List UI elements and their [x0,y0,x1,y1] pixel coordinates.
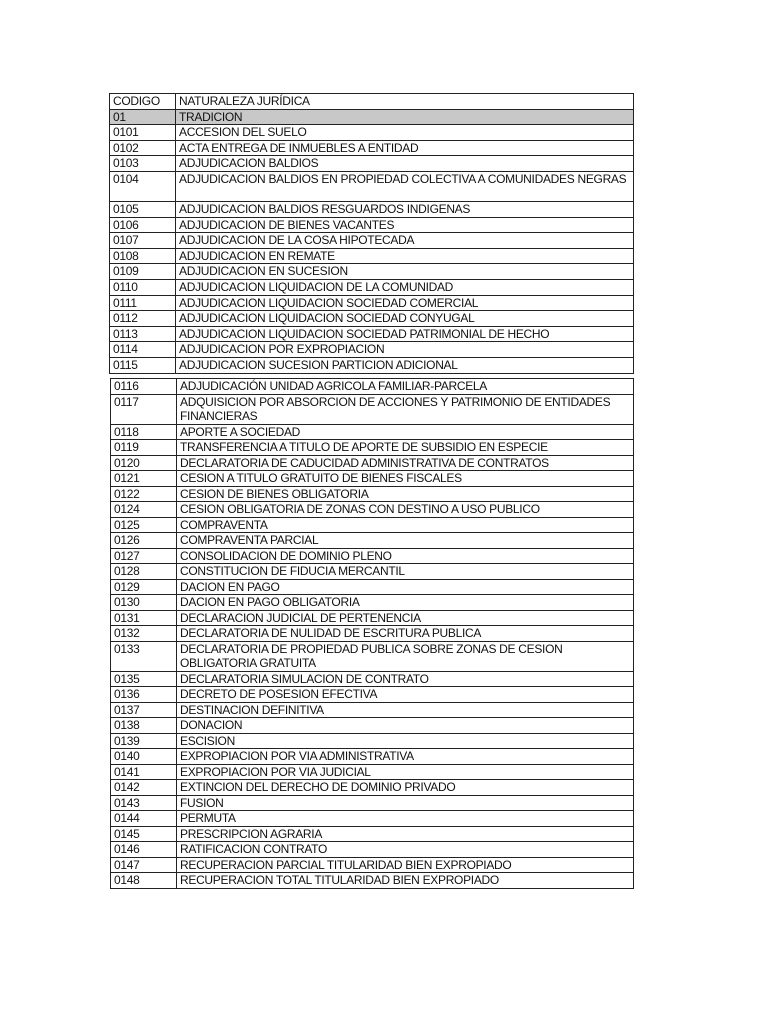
table-row [111,873,634,889]
name-cell: RECUPERACION PARCIAL TITULARIDAD BIEN EXPROPIADO [177,857,634,873]
code-cell: 0111 [110,295,176,311]
table-header-row [110,94,634,110]
table-row [111,733,634,749]
table-row [110,140,634,156]
name-cell: ADJUDICACION EN REMATE [176,248,634,264]
table-row [110,171,634,201]
code-cell: 0135 [111,671,177,687]
name-cell: DESTINACION DEFINITIVA [177,702,634,718]
name-cell: RECUPERACION TOTAL TITULARIDAD BIEN EXPROPIADO [177,873,634,889]
name-cell: EXTINCION DEL DERECHO DE DOMINIO PRIVADO [177,780,634,796]
name-cell: ACCESION DEL SUELO [176,125,634,141]
code-cell: 0104 [110,171,176,201]
table-row [111,764,634,780]
name-cell: ADJUDICACION EN SUCESION [176,264,634,280]
code-cell: 0139 [111,733,177,749]
section-row [110,109,634,125]
name-cell: ADJUDICACION POR EXPROPIACION [176,342,634,358]
name-cell: DECLARACION JUDICIAL DE PERTENENCIA [177,610,634,626]
code-cell: 0122 [111,486,177,502]
table-row [111,749,634,765]
name-cell: COMPRAVENTA [177,517,634,533]
name-cell: ADJUDICACION LIQUIDACION SOCIEDAD COMERCIAL [176,295,634,311]
code-cell: 0103 [110,156,176,172]
name-cell: CESION DE BIENES OBLIGATORIA [177,486,634,502]
code-cell: 0138 [111,718,177,734]
table-row [111,533,634,549]
table-row [111,471,634,487]
name-cell: DECLARATORIA DE NULIDAD DE ESCRITURA PUBLICA [177,626,634,642]
code-cell: 0110 [110,279,176,295]
table-row [111,811,634,827]
table-row [111,455,634,471]
code-cell: 0106 [110,217,176,233]
table-row [111,579,634,595]
name-cell: ADJUDICACION LIQUIDACION SOCIEDAD CONYUGAL [176,311,634,327]
code-cell: 0137 [111,702,177,718]
code-cell: 0129 [111,579,177,595]
header-code-cell: CODIGO [110,94,176,110]
name-cell: DECLARATORIA SIMULACION DE CONTRATO [177,671,634,687]
code-cell: 0121 [111,471,177,487]
code-cell: 0102 [110,140,176,156]
table-row [110,217,634,233]
name-cell: DONACION [177,718,634,734]
table-row [111,440,634,456]
name-cell: EXPROPIACION POR VIA JUDICIAL [177,764,634,780]
table-row [110,326,634,342]
name-cell: ADJUDICACION LIQUIDACION DE LA COMUNIDAD [176,279,634,295]
name-cell: CESION OBLIGATORIA DE ZONAS CON DESTINO A USO PUBLICO [177,502,634,518]
name-cell: TRANSFERENCIA A TITULO DE APORTE DE SUBSIDIO EN ESPECIE [177,440,634,456]
table-row [111,517,634,533]
code-cell: 0105 [110,201,176,217]
name-cell: COMPRAVENTA PARCIAL [177,533,634,549]
name-cell: PRESCRIPCION AGRARIA [177,826,634,842]
name-cell: ADJUDICACION BALDIOS [176,156,634,172]
code-cell: 0141 [111,764,177,780]
code-cell: 0146 [111,842,177,858]
table-row [111,424,634,440]
name-cell: FUSION [177,795,634,811]
name-cell: DACION EN PAGO [177,579,634,595]
header-name-cell: NATURALEZA JURÍDICA [176,94,634,110]
name-cell: ADJUDICACION BALDIOS RESGUARDOS INDIGENAS [176,201,634,217]
name-cell: PERMUTA [177,811,634,827]
code-cell: 0145 [111,826,177,842]
table-row [111,564,634,580]
code-cell: 0130 [111,595,177,611]
table-row [110,279,634,295]
table-row [111,610,634,626]
code-cell: 0144 [111,811,177,827]
table-row [110,233,634,249]
table-row [111,595,634,611]
code-cell: 0120 [111,455,177,471]
name-cell: CESION A TITULO GRATUITO DE BIENES FISCALES [177,471,634,487]
name-cell: DECLARATORIA DE CADUCIDAD ADMINISTRATIVA DE CONTRATOS [177,455,634,471]
code-cell: 0132 [111,626,177,642]
code-cell: 0119 [111,440,177,456]
code-cell: 0118 [111,424,177,440]
name-cell: ADQUISICION POR ABSORCION DE ACCIONES Y PATRIMONIO DE ENTIDADES FINANCIERAS [177,394,634,424]
code-cell: 0116 [111,379,177,395]
table-row [110,248,634,264]
table-row [111,842,634,858]
name-cell: ADJUDICACION LIQUIDACION SOCIEDAD PATRIMONIAL DE HECHO [176,326,634,342]
code-cell: 0140 [111,749,177,765]
name-cell: ADJUDICACION BALDIOS EN PROPIEDAD COLECTIVA A COMUNIDADES NEGRAS [176,171,634,201]
name-cell: ACTA ENTREGA DE INMUEBLES A ENTIDAD [176,140,634,156]
table-row [111,780,634,796]
name-cell: ADJUDICACIÓN UNIDAD AGRICOLA FAMILIAR-PARCELA [177,379,634,395]
name-cell: DECLARATORIA DE PROPIEDAD PUBLICA SOBRE ZONAS DE CESION OBLIGATORIA GRATUITA [177,641,634,671]
code-cell: 0142 [111,780,177,796]
table-row [110,357,634,373]
code-cell: 0101 [110,125,176,141]
table-row [111,486,634,502]
table-row [111,379,634,395]
code-cell: 0128 [111,564,177,580]
table-row [110,311,634,327]
code-cell: 0143 [111,795,177,811]
table-row [111,718,634,734]
table-row [111,671,634,687]
table-row [111,687,634,703]
code-cell: 0113 [110,326,176,342]
name-cell: ADJUDICACION DE LA COSA HIPOTECADA [176,233,634,249]
section-code-cell: 01 [110,109,176,125]
table-row [110,125,634,141]
code-cell: 0136 [111,687,177,703]
code-cell: 0115 [110,357,176,373]
code-cell: 0117 [111,394,177,424]
table-row [111,795,634,811]
code-cell: 0124 [111,502,177,518]
code-cell: 0126 [111,533,177,549]
code-cell: 0109 [110,264,176,280]
name-cell: ADJUDICACION DE BIENES VACANTES [176,217,634,233]
table-row [111,857,634,873]
code-cell: 0112 [110,311,176,327]
naturaleza-juridica-table-part-1 [109,93,634,374]
table-row [111,702,634,718]
naturaleza-juridica-table-part-2 [110,378,634,889]
name-cell: ESCISION [177,733,634,749]
name-cell: RATIFICACION CONTRATO [177,842,634,858]
table-row [110,295,634,311]
table-row [111,626,634,642]
name-cell: DECRETO DE POSESION EFECTIVA [177,687,634,703]
name-cell: ADJUDICACION SUCESION PARTICION ADICIONAL [176,357,634,373]
code-cell: 0148 [111,873,177,889]
table-row [111,641,634,671]
table-row [111,394,634,424]
table-row [110,264,634,280]
table-row [111,502,634,518]
table-row [110,156,634,172]
name-cell: APORTE A SOCIEDAD [177,424,634,440]
name-cell: CONSTITUCION DE FIDUCIA MERCANTIL [177,564,634,580]
code-cell: 0114 [110,342,176,358]
section-name-cell: TRADICION [176,109,634,125]
code-cell: 0147 [111,857,177,873]
code-cell: 0125 [111,517,177,533]
table-row [110,342,634,358]
name-cell: CONSOLIDACION DE DOMINIO PLENO [177,548,634,564]
code-cell: 0131 [111,610,177,626]
name-cell: DACION EN PAGO OBLIGATORIA [177,595,634,611]
name-cell: EXPROPIACION POR VIA ADMINISTRATIVA [177,749,634,765]
table-row [110,201,634,217]
table-row [111,826,634,842]
code-cell: 0108 [110,248,176,264]
code-cell: 0127 [111,548,177,564]
code-cell: 0107 [110,233,176,249]
table-row [111,548,634,564]
code-cell: 0133 [111,641,177,671]
